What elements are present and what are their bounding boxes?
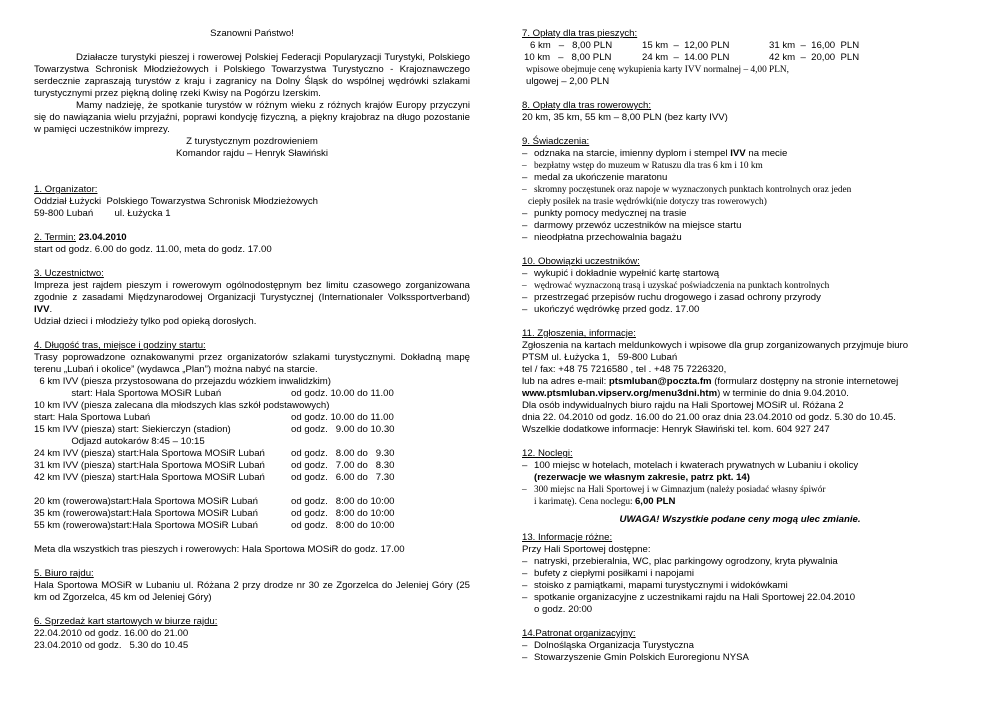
organizer-address: 59-800 Lubań ul. Łużycka 1 (34, 208, 171, 219)
fee-row (522, 52, 958, 64)
list-item: – Stowarzyszenie Gmin Polskich Euroregionu NYSA (522, 652, 749, 663)
list-item: – przestrzegać przepisów ruchu drogowego i zasad ochrony przyrody (522, 292, 821, 303)
benefit-text: bezpłatny wstęp do muzeum w Ratuszu dla tras 6 km i 10 km (534, 161, 763, 171)
fee-row (522, 40, 958, 52)
route-start: 42 km IVV (piesza) start:Hala Sportowa MOSiR Lubań (34, 472, 265, 483)
participation-text (34, 280, 470, 316)
bike-route-row (34, 508, 470, 520)
registration-line (522, 376, 958, 388)
participation-body: Impreza jest rajdem pieszym i rowerowym ogólnodostępnym bez limitu czasowego zorganizowana zgodnie z zasadami Międzynarodowej Organizacji Turystycznej (Internationaler Volkssportverband) (34, 280, 470, 303)
route-start: start: Hala Sportowa Lubań (34, 412, 151, 423)
patron-text: Dolnośląska Organizacja Turystyczna (534, 640, 694, 651)
registration-line: PTSM ul. Łużycka 1, 59-800 Lubań (522, 352, 678, 363)
finish-info: Meta dla wszystkich tras pieszych i rowerowych: Hala Sportowa MOSiR do godz. 17.00 (34, 544, 405, 555)
route-row (34, 448, 470, 460)
benefit-text: skromny poczęstunek oraz napoje w wyznaczonych punktach kontrolnych oraz jeden (534, 185, 852, 195)
section-heading-registration: 11. Zgłoszenia, informacje: (522, 328, 636, 339)
route-row (34, 388, 470, 400)
cards-date-1: 22.04.2010 od godz. 16.00 do 21.00 (34, 628, 189, 639)
fee-cell: 10 km – 8,00 PLN (524, 52, 612, 63)
section-heading-routes: 4. Długość tras, miejsce i godziny startu: (34, 340, 206, 351)
fee-note: wpisowe obejmuje cenę wykupienia karty IVV normalnej – 4,00 PLN, (526, 65, 789, 75)
bike-fees: 20 km, 35 km, 55 km – 8,00 PLN (bez karty IVV) (522, 112, 728, 123)
duty-text: przestrzegać przepisów ruchu drogowego i zasad ochrony przyrody (534, 292, 821, 303)
route-start: 35 km (rowerowa)start:Hala Sportowa MOSiR Lubań (34, 508, 258, 519)
list-item: – spotkanie organizacyjne z uczestnikami rajdu na Hali Sportowej 22.04.2010 (522, 592, 856, 603)
bus-departure: Odjazd autokarów 8:45 – 10:15 (34, 436, 205, 447)
registration-text: ) w terminie do dnia 9.04.2010. (717, 388, 849, 399)
duty-text: ukończyć wędrówkę przed godz. 17.00 (534, 304, 700, 315)
route-row (34, 460, 470, 472)
bike-route-row (34, 496, 470, 508)
list-item: – odznaka na starcie, imienny dyplom i stempel IVV na mecie (522, 148, 788, 159)
fee-cell: 31 km – 16,00 PLN (769, 40, 860, 51)
office-text: Hala Sportowa MOSiR w Lubaniu ul. Różana 2 przy drodze nr 30 ze Zgorzelca do Jeleniej Góry (25 km od Zgorzelca, 45 km od Jeleniej Góry) (34, 580, 470, 603)
section-heading-walk-fees: 7. Opłaty dla tras pieszych: (522, 28, 638, 39)
route-time: od godz. 10.00 do 11.00 (291, 388, 394, 399)
list-item: – ukończyć wędrówkę przed godz. 17.00 (522, 304, 700, 315)
duty-text: wędrować wyznaczoną trasą i uzyskać poświadczenia na punktach kontrolnych (534, 281, 830, 291)
route-start: 31 km IVV (piesza) start:Hala Sportowa MOSiR Lubań (34, 460, 265, 471)
registration-line: dnia 22. 04.2010 od godz. 16.00 do 21.00 oraz dnia 23.04.2010 od godz. 5.30 do 10.45. (522, 412, 896, 423)
section-heading-cards: 6. Sprzedaż kart startowych w biurze rajdu: (34, 616, 218, 627)
accommodation-text: 100 miejsc w hotelach, motelach i kwaterach prywatnych w Lubaniu i okolicy (534, 460, 859, 471)
route-start: 24 km IVV (piesza) start:Hala Sportowa MOSiR Lubań (34, 448, 265, 459)
section-heading-patronage: 14.Patronat organizacyjny: (522, 628, 636, 639)
benefit-text-cont: ciepły posiłek na trasie wędrówki(nie dotyczy tras rowerowych) (528, 197, 767, 207)
event-date: 23.04.2010 (78, 232, 127, 243)
list-item: – medal za ukończenie maratonu (522, 172, 668, 183)
list-item: – Dolnośląska Organizacja Turystyczna (522, 640, 694, 651)
route-time: od godz. 10.00 do 11.00 (291, 412, 394, 423)
fee-cell: 42 km – 20,00 PLN (769, 52, 860, 63)
participation-note: Udział dzieci i młodzieży tylko pod opieką dorosłych. (34, 316, 257, 327)
registration-line: Zgłoszenia na kartach meldunkowych i wpisowe dla grup zorganizowanych przyjmuje biuro (522, 340, 909, 351)
list-item: – wykupić i dokładnie wypełnić kartę startową (522, 268, 720, 279)
misc-text: natryski, przebieralnia, WC, plac parkingowy ogrodzony, kryta pływalnia (534, 556, 838, 567)
list-item: – bezpłatny wstęp do muzeum w Ratuszu dla tras 6 km i 10 km (522, 161, 763, 171)
right-column (522, 28, 958, 664)
route-time: od godz. 8.00 do 9.30 (291, 448, 395, 459)
intro-paragraph-2: Mamy nadzieję, że spotkanie turystów w różnym wieku z różnych krajów Europy przyczyni się do nawiązania wielu przyjaźni, poprawi kondycję fizyczną, a piękny krajobraz na długo pozostanie w pamięci uczestników imprezy. (34, 100, 470, 135)
signature: Komandor rajdu – Henryk Sławiński (176, 148, 328, 159)
accommodation-text: i karimatę). Cena noclegu: (534, 497, 635, 507)
participation-end: . (49, 304, 53, 315)
section-heading-organizer: 1. Organizator: (34, 184, 98, 195)
misc-text-cont: o godz. 20:00 (534, 604, 593, 615)
fee-cell: 24 km – 14.00 PLN (642, 52, 730, 63)
accommodation-text: 300 miejsc na Hali Sportowej i w Gimnazjum (należy posiadać własny śpiwór (534, 485, 826, 495)
section-heading-office: 5. Biuro rajdu: (34, 568, 94, 579)
route-start: 15 km IVV (piesza) start: Siekierczyn (stadion) (34, 424, 231, 435)
route-time: od godz. 7.00 do 8.30 (291, 460, 395, 471)
list-item: – 100 miejsc w hotelach, motelach i kwaterach prywatnych w Lubaniu i okolicy (522, 460, 859, 471)
email-link[interactable]: ptsmluban@poczta.fm (608, 376, 712, 387)
list-item: – nieodpłatna przechowalnia bagażu (522, 232, 682, 243)
benefit-text: nieodpłatna przechowalnia bagażu (534, 232, 682, 243)
registration-phone: tel / fax: +48 75 7216580 , tel . +48 75 7226320, (522, 364, 727, 375)
term-hours: start od godz. 6.00 do godz. 11.00, meta do godz. 17.00 (34, 244, 272, 255)
route-start: 20 km (rowerowa)start:Hala Sportowa MOSiR Lubań (34, 496, 258, 507)
section-heading-term: 2. Termin: (34, 232, 76, 243)
registration-line: Dla osób indywidualnych biuro rajdu na Hali Sportowej MOSiR ul. Różana 2 (522, 400, 844, 411)
accommodation-price: 6,00 PLN (634, 496, 676, 507)
benefit-text: medal za ukończenie maratonu (534, 172, 668, 183)
duty-text: wykupić i dokładnie wypełnić kartę startową (534, 268, 720, 279)
intro-paragraph-1: Działacze turystyki pieszej i rowerowej Polskiej Federacji Popularyzacji Turystyki, Polskiego Towarzystwa Schronisk Młodzieżowych i Polskiego Towarzystwa Turystyczno - Krajoznawczego serdecznie zapraszają turystów z kraju i zagranicy na Dolny Śląsk do wspólnej wędrówki szlakami turystycznymi przez piękną dolinę rzeki Kwisy na Pogórzu Izerskim. (34, 52, 470, 99)
route-row: 10 km IVV (piesza zalecana dla młodszych klas szkół podstawowych) (34, 400, 330, 411)
route-row: 6 km IVV (piesza przystosowana do przejazdu wózkiem inwalidzkim) (34, 376, 331, 387)
accommodation-price-line (522, 496, 958, 508)
routes-intro: Trasy poprowadzone oznakowanymi przez organizatorów szlakami turystycznymi. Dokładną mapę terenu „Lubań i okolice” (wydawca „Plan”) można nabyć na starcie. (34, 352, 470, 375)
section-heading-duties: 10. Obowiązki uczestników: (522, 256, 640, 267)
organizer-line: Oddział Łużycki Polskiego Towarzystwa Schronisk Młodzieżowych (34, 196, 319, 207)
benefit-text: na mecie (745, 148, 788, 159)
price-warning: UWAGA! Wszystkie podane ceny mogą ulec zmianie. (619, 514, 861, 525)
ivv-label: IVV (730, 148, 746, 159)
route-time: od godz. 8:00 do 10:00 (291, 496, 395, 507)
route-time: od godz. 8:00 do 10:00 (291, 508, 395, 519)
website-link[interactable]: www.ptsmluban.vipserv.org/menu3dni.htm (522, 388, 718, 399)
greeting: Szanowni Państwo! (210, 28, 294, 39)
list-item: – wędrować wyznaczoną trasą i uzyskać poświadczenia na punktach kontrolnych (522, 281, 830, 291)
list-item: – darmowy przewóz uczestników na miejsce startu (522, 220, 742, 231)
accommodation-note: (rezerwacje we własnym zakresie, patrz pkt. 14) (534, 472, 750, 483)
cards-date-2: 23.04.2010 od godz. 5.30 do 10.45 (34, 640, 189, 651)
route-row (34, 412, 470, 424)
misc-text: spotkanie organizacyjne z uczestnikami rajdu na Hali Sportowej 22.04.2010 (534, 592, 856, 603)
left-column (34, 28, 470, 652)
section-heading-participation: 3. Uczestnictwo: (34, 268, 104, 279)
list-item: – bufety z ciepłymi posiłkami i napojami (522, 568, 694, 579)
list-item: – skromny poczęstunek oraz napoje w wyznaczonych punktach kontrolnych oraz jeden (522, 185, 852, 195)
list-item: – 300 miejsc na Hali Sportowej i w Gimnazjum (należy posiadać własny śpiwór (522, 485, 826, 495)
benefit-text: punkty pomocy medycznej na trasie (534, 208, 687, 219)
registration-contact: Wszelkie dodatkowe informacje: Henryk Sławiński tel. kom. 604 927 247 (522, 424, 830, 435)
section-heading-misc: 13. Informacje różne: (522, 532, 613, 543)
route-time: od godz. 8:00 do 10:00 (291, 520, 395, 531)
list-item: – stoisko z pamiątkami, mapami turystycznymi i widokówkami (522, 580, 788, 591)
misc-text: bufety z ciepłymi posiłkami i napojami (534, 568, 694, 579)
list-item: – natryski, przebieralnia, WC, plac parkingowy ogrodzony, kryta pływalnia (522, 556, 838, 567)
fee-note-reduced: ulgowej – 2,00 PLN (526, 76, 610, 87)
fee-cell: 6 km – 8,00 PLN (530, 40, 613, 51)
registration-text: lub na adres e-mail: (522, 376, 609, 387)
route-start: start: Hala Sportowa MOSiR Lubań (34, 388, 222, 399)
misc-text: stoisko z pamiątkami, mapami turystycznymi i widokówkami (534, 580, 788, 591)
registration-text: (formularz dostępny na stronie internetowej (711, 376, 899, 387)
section-heading-benefits: 9. Świadczenia: (522, 136, 590, 147)
ivv-label: IVV (34, 304, 50, 315)
route-start: 55 km (rowerowa)start:Hala Sportowa MOSiR Lubań (34, 520, 258, 531)
section-term (34, 232, 470, 244)
route-row (34, 472, 470, 484)
route-time: od godz. 6.00 do 7.30 (291, 472, 395, 483)
fee-cell: 15 km – 12,00 PLN (642, 40, 730, 51)
route-time: od godz. 9.00 do 10.30 (291, 424, 395, 435)
section-heading-bike-fees: 8. Opłaty dla tras rowerowych: (522, 100, 652, 111)
section-heading-accommodation: 12. Noclegi: (522, 448, 573, 459)
benefit-text: odznaka na starcie, imienny dyplom i stempel (534, 148, 731, 159)
route-row (34, 424, 470, 436)
registration-line (522, 388, 958, 400)
benefit-text: darmowy przewóz uczestników na miejsce startu (534, 220, 742, 231)
regards: Z turystycznym pozdrowieniem (186, 136, 318, 147)
misc-intro: Przy Hali Sportowej dostępne: (522, 544, 651, 555)
list-item: – punkty pomocy medycznej na trasie (522, 208, 687, 219)
patron-text: Stowarzyszenie Gmin Polskich Euroregionu NYSA (534, 652, 749, 663)
bike-route-row (34, 520, 470, 532)
